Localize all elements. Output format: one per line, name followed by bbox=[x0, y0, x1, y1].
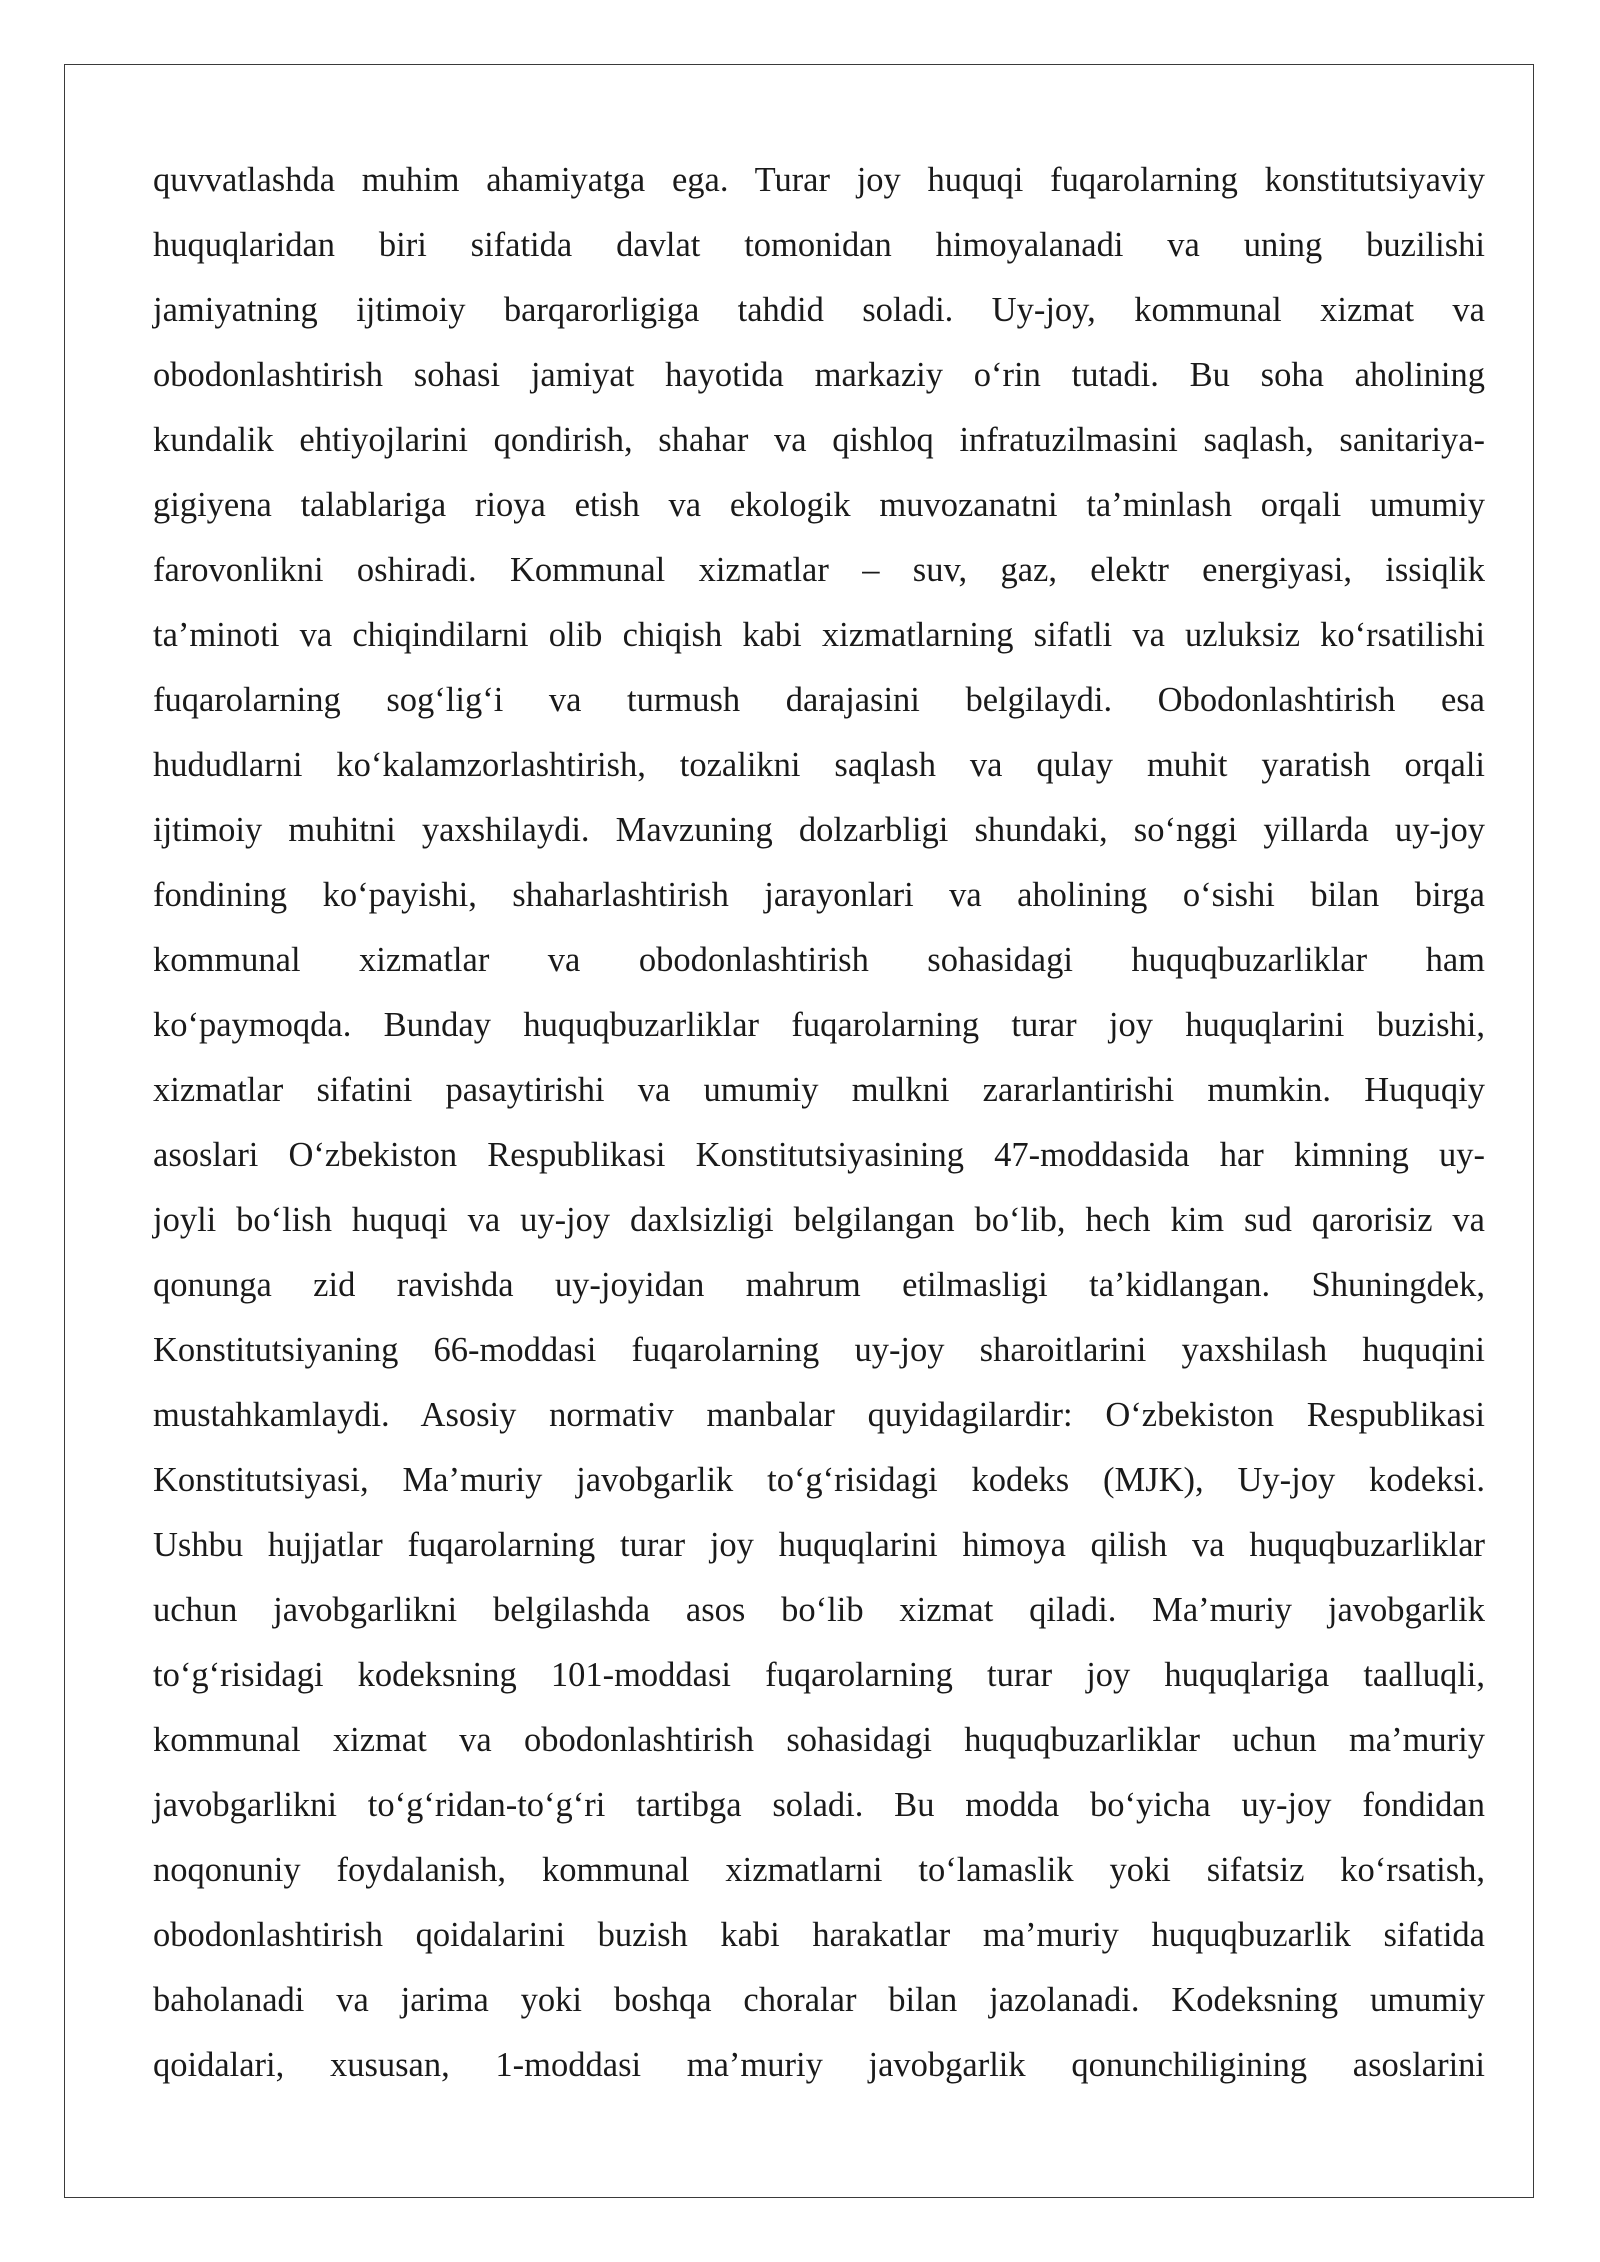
text-line: gigiyena talablariga rioya etish va ekologik muvozanatni ta’minlash orqali umumiy bbox=[153, 486, 1485, 524]
text-line: huquqlaridan biri sifatida davlat tomonidan himoyalanadi va uning buzilishi bbox=[153, 226, 1485, 264]
text-line: ijtimoiy muhitni yaxshilaydi. Mavzuning dolzarbligi shundaki, so‘nggi yillarda uy-joy bbox=[153, 811, 1485, 849]
text-line: jamiyatning ijtimoiy barqarorligiga tahdid soladi. Uy-joy, kommunal xizmat va bbox=[153, 291, 1485, 329]
text-line: qonunga zid ravishda uy-joyidan mahrum etilmasligi ta’kidlangan. Shuningdek, bbox=[153, 1266, 1485, 1304]
text-line: asoslari O‘zbekiston Respublikasi Konstitutsiyasining 47-moddasida har kimning uy- bbox=[153, 1136, 1485, 1174]
text-line: joyli bo‘lish huquqi va uy-joy daxlsizligi belgilangan bo‘lib, hech kim sud qarorisiz va bbox=[153, 1201, 1485, 1239]
text-line: fondining ko‘payishi, shaharlashtirish jarayonlari va aholining o‘sishi bilan birga bbox=[153, 876, 1485, 914]
text-line: obodonlashtirish qoidalarini buzish kabi harakatlar ma’muriy huquqbuzarlik sifatida bbox=[153, 1916, 1485, 1954]
text-line: obodonlashtirish sohasi jamiyat hayotida markaziy o‘rin tutadi. Bu soha aholining bbox=[153, 356, 1485, 394]
text-line: hududlarni ko‘kalamzorlashtirish, tozalikni saqlash va qulay muhit yaratish orqali bbox=[153, 746, 1485, 784]
text-line: to‘g‘risidagi kodeksning 101-moddasi fuqarolarning turar joy huquqlariga taalluqli, bbox=[153, 1656, 1485, 1694]
text-line: baholanadi va jarima yoki boshqa choralar bilan jazolanadi. Kodeksning umumiy bbox=[153, 1981, 1485, 2019]
text-line: Konstitutsiyaning 66-moddasi fuqarolarning uy-joy sharoitlarini yaxshilash huquqini bbox=[153, 1331, 1485, 1369]
text-line: kommunal xizmatlar va obodonlashtirish sohasidagi huquqbuzarliklar ham bbox=[153, 941, 1485, 979]
body-paragraph bbox=[153, 148, 1485, 2098]
text-line: quvvatlashda muhim ahamiyatga ega. Turar joy huquqi fuqarolarning konstitutsiyaviy bbox=[153, 161, 1485, 199]
text-line: fuqarolarning sog‘lig‘i va turmush darajasini belgilaydi. Obodonlashtirish esa bbox=[153, 681, 1485, 719]
text-line: noqonuniy foydalanish, kommunal xizmatlarni to‘lamaslik yoki sifatsiz ko‘rsatish, bbox=[153, 1851, 1485, 1889]
text-line: Ushbu hujjatlar fuqarolarning turar joy huquqlarini himoya qilish va huquqbuzarliklar bbox=[153, 1526, 1485, 1564]
text-line: ta’minoti va chiqindilarni olib chiqish kabi xizmatlarning sifatli va uzluksiz ko‘rsatilishi bbox=[153, 616, 1485, 654]
text-line: kundalik ehtiyojlarini qondirish, shahar va qishloq infratuzilmasini saqlash, sanitariya- bbox=[153, 421, 1485, 459]
text-line: qoidalari, xususan, 1-moddasi ma’muriy javobgarlik qonunchiligining asoslarini bbox=[153, 2046, 1485, 2084]
text-line: xizmatlar sifatini pasaytirishi va umumiy mulkni zararlantirishi mumkin. Huquqiy bbox=[153, 1071, 1485, 1109]
text-line: ko‘paymoqda. Bunday huquqbuzarliklar fuqarolarning turar joy huquqlarini buzishi, bbox=[153, 1006, 1485, 1044]
text-line: kommunal xizmat va obodonlashtirish sohasidagi huquqbuzarliklar uchun ma’muriy bbox=[153, 1721, 1485, 1759]
text-line: uchun javobgarlikni belgilashda asos bo‘lib xizmat qiladi. Ma’muriy javobgarlik bbox=[153, 1591, 1485, 1629]
text-line: Konstitutsiyasi, Ma’muriy javobgarlik to‘g‘risidagi kodeks (MJK), Uy-joy kodeksi. bbox=[153, 1461, 1485, 1499]
text-line: mustahkamlaydi. Asosiy normativ manbalar quyidagilardir: O‘zbekiston Respublikasi bbox=[153, 1396, 1485, 1434]
text-line: farovonlikni oshiradi. Kommunal xizmatlar – suv, gaz, elektr energiyasi, issiqlik bbox=[153, 551, 1485, 589]
text-line: javobgarlikni to‘g‘ridan-to‘g‘ri tartibga soladi. Bu modda bo‘yicha uy-joy fondidan bbox=[153, 1786, 1485, 1824]
